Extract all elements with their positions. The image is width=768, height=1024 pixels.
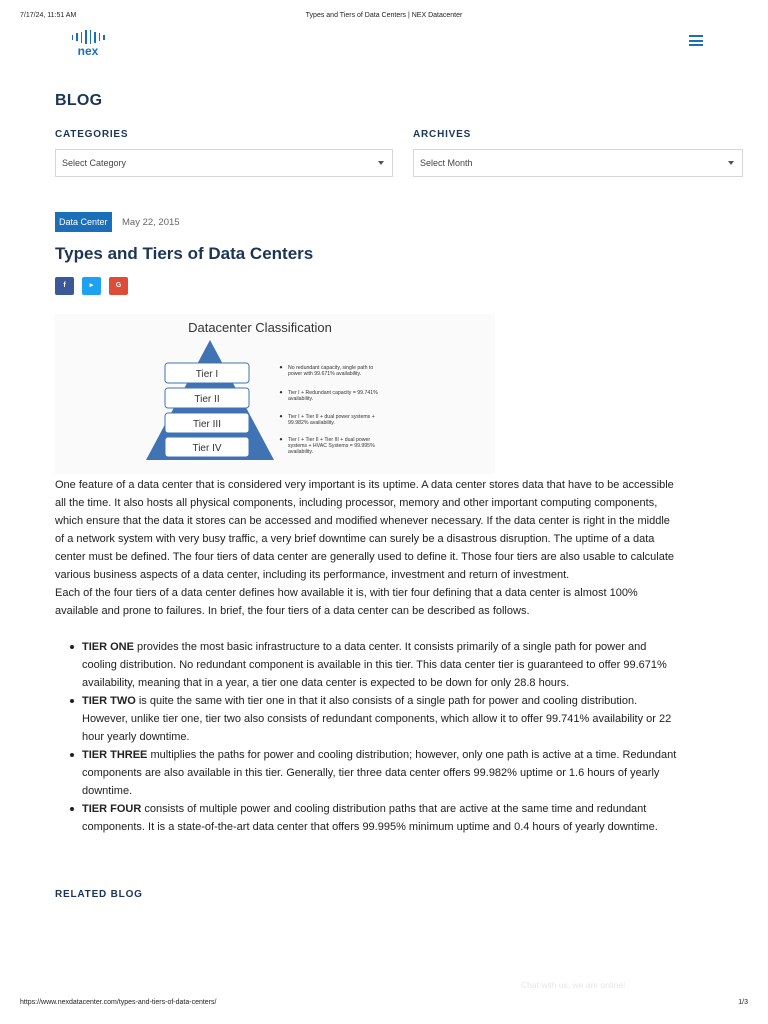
- tier-note-line: systems + HVAC Systems = 99.995%: [288, 443, 375, 449]
- print-header: [20, 12, 748, 24]
- tier-text: is quite the same with tier one in that it also consists of a single path for power and cooling distribution.: [135, 695, 638, 707]
- tier-text: downtime.: [82, 785, 133, 797]
- tier-text: consists of multiple power and cooling distribution paths that are active at the same time and redundant: [141, 803, 647, 815]
- body-line: all the time. It also hosts all physical components, including processor, memory and other important computing components,: [55, 497, 658, 509]
- tier-term: TIER TWO: [82, 695, 136, 707]
- list-item: [82, 746, 743, 800]
- chevron-down-icon: [728, 161, 734, 165]
- facebook-icon: f: [63, 282, 66, 289]
- list-item: [82, 800, 743, 836]
- google-plus-share-button[interactable]: [109, 277, 128, 295]
- tier-text: hour yearly downtime.: [82, 731, 190, 743]
- tier-text: components. It is a state-of-the-art data center that offers 99.995% minimum uptime and 0.4 hours of yearly downtime.: [82, 821, 658, 833]
- twitter-icon: ▸: [89, 282, 94, 289]
- tier-note-line: availability.: [288, 396, 313, 402]
- tier-note-line: Tier I + Tier II + dual power systems +: [288, 414, 375, 420]
- bullet-icon: [70, 807, 74, 811]
- body-line: of a network system with very busy traffic, a very brief downtime can surely be a disastrous disruption. The uptime of a data: [55, 533, 655, 545]
- body-line: which ensure that the data it stores can be accessed and modified whenever necessary. If the data center is right in the middle: [55, 515, 670, 527]
- tier-text: However, unlike tier one, tier two also consists of redundant components, which allow it to offer 99.741% availability or 22: [82, 713, 672, 725]
- bullet-icon: [70, 753, 74, 757]
- note-bullet-icon: [280, 415, 282, 417]
- print-footer: [20, 999, 748, 1009]
- hamburger-icon[interactable]: [689, 35, 703, 46]
- body-line: center must be defined. The four tiers of data center are generally used to define it. Those four tiers are also usable to calculate: [55, 551, 675, 563]
- post-title: Types and Tiers of Data Centers: [55, 244, 314, 263]
- print-url: https://www.nexdatacenter.com/types-and-tiers-of-data-centers/: [20, 999, 217, 1006]
- print-page-title: Types and Tiers of Data Centers | NEX Datacenter: [305, 12, 463, 19]
- note-bullet-icon: [280, 438, 282, 440]
- tier-notes: [280, 365, 378, 455]
- tier-note-line: Tier I + Redundant capacity = 99.741%: [288, 390, 378, 396]
- figure-title: Datacenter Classification: [188, 320, 332, 335]
- archives-label: ARCHIVES: [413, 129, 472, 140]
- tier-note-line: 99.982% availability.: [288, 420, 335, 426]
- chevron-down-icon: [378, 161, 384, 165]
- category-select[interactable]: [55, 149, 393, 177]
- tier-note-line: power with 99.671% availability.: [288, 371, 362, 377]
- body-line: various business aspects of a data center, including its performance, investment and return of investment.: [55, 569, 570, 581]
- tier-text: cooling distribution. No redundant component is available in this tier. This data center tier is guaranteed to offer 99.671%: [82, 659, 667, 671]
- twitter-share-button[interactable]: [82, 277, 101, 295]
- blog-title: BLOG: [55, 92, 103, 109]
- tier-note-line: No redundant capacity, single path to: [288, 365, 374, 371]
- post-body: [55, 476, 743, 620]
- google-plus-icon: G: [115, 282, 122, 289]
- tier-text: components are also available in this tier. Generally, tier three data center offers 99.982% uptime or 1.6 hours of yearly: [82, 767, 660, 779]
- tier-text: provides the most basic infrastructure to a data center. It consists primarily of a single path for power and: [133, 641, 647, 653]
- tier-label-3: Tier III: [193, 419, 221, 430]
- logo-text: nex: [77, 44, 99, 58]
- tier-text: multiplies the paths for power and cooling distribution; however, only one path is active at a time. Redundant: [147, 749, 677, 761]
- archive-select-value: Select Month: [420, 158, 473, 168]
- list-item: [82, 638, 743, 692]
- body-line: available and prone to failures. In brief, the four tiers of a data center can be described as follows.: [55, 605, 530, 617]
- tier-term: TIER FOUR: [82, 803, 142, 815]
- facebook-share-button[interactable]: [55, 277, 74, 295]
- datacenter-classification-figure: [55, 314, 495, 474]
- categories-label: CATEGORIES: [55, 129, 129, 140]
- post-date: May 22, 2015: [122, 217, 180, 228]
- print-page-number: 1/3: [738, 999, 748, 1006]
- print-datetime: 7/17/24, 11:51 AM: [20, 12, 77, 19]
- category-select-value: Select Category: [62, 158, 127, 168]
- tier-text: availability, meaning that in a year, a tier one data center is expected to be down for only 28.8 hours.: [82, 677, 570, 689]
- tier-label-2: Tier II: [194, 394, 220, 405]
- tier-note-line: availability.: [288, 449, 313, 455]
- bullet-icon: [70, 645, 74, 649]
- category-badge[interactable]: Data Center: [55, 212, 112, 232]
- tier-term: TIER THREE: [82, 749, 148, 761]
- tier-label-4: Tier IV: [192, 443, 222, 454]
- chat-widget-label[interactable]: Chat with us, we are online!: [521, 980, 626, 990]
- tier-label-1: Tier I: [195, 369, 219, 380]
- nex-logo[interactable]: [62, 30, 114, 58]
- tier-list: [55, 638, 743, 836]
- tier-note-line: Tier I + Tier II + Tier III + dual power: [288, 437, 371, 443]
- note-bullet-icon: [280, 366, 282, 368]
- body-line: One feature of a data center that is considered very important is its uptime. A data center stores data that have to be accessible: [55, 479, 674, 491]
- logo-bars-icon: [62, 30, 114, 44]
- note-bullet-icon: [280, 391, 282, 393]
- list-item: [82, 692, 743, 746]
- body-line: Each of the four tiers of a data center defines how available it is, with tier four defining that a data center is almost 100%: [55, 587, 638, 599]
- related-blog-heading: RELATED BLOG: [55, 889, 143, 900]
- archive-month-select[interactable]: [413, 149, 743, 177]
- tier-term: TIER ONE: [82, 641, 134, 653]
- bullet-icon: [70, 699, 74, 703]
